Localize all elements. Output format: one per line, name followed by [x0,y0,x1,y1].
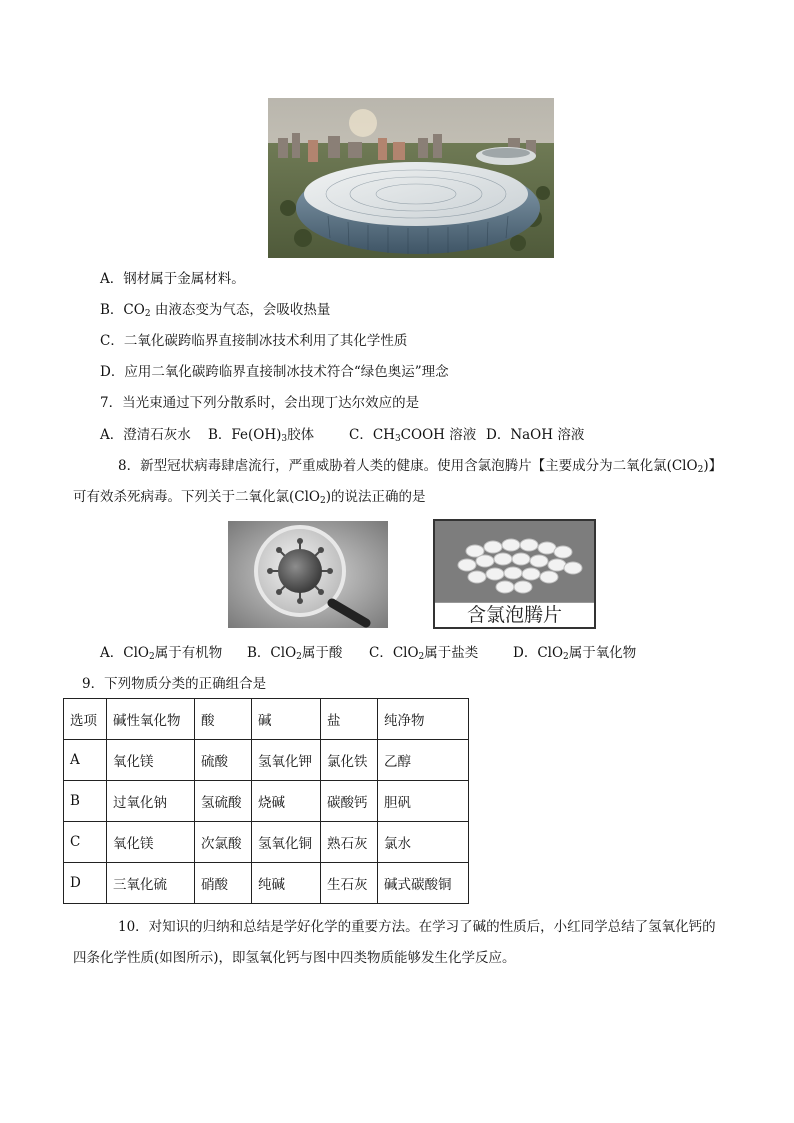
q8-option-d-text: D．ClO [513,645,564,661]
q8-option-c-subscript: 2 [418,652,425,662]
table-cell: 碱式碳酸铜 [378,863,469,904]
table-cell: 过氧化钠 [107,781,195,822]
table-cell: 熟石灰 [321,822,378,863]
header-cell: 碱性氧化物 [107,699,195,740]
table-cell: 氯化铁 [321,740,378,781]
header-cell: 纯净物 [378,699,469,740]
q6-option-b [100,301,330,319]
table-cell: 氢氧化钾 [252,740,321,781]
q8-option-b [247,644,342,662]
header-cell: 选项 [64,699,107,740]
q8-stem-line2-text: 可有效杀死病毒。下列关于二氧化氯(ClO [73,489,320,505]
table-cell: 氧化镁 [107,740,195,781]
q7-option-c [349,426,476,444]
q8-stem-line1-text: 8．新型冠状病毒肆虐流行，严重威胁着人类的健康。使用含氯泡腾片【主要成分为二氧化氯(ClO [118,458,698,474]
q6-option-b-text-end: 由液态变为气态，会吸收热量 [150,302,331,318]
q7-stem: 7．当光束通过下列分散系时，会出现丁达尔效应的是 [100,395,420,411]
q10-stem-line2: 四条化学性质(如图所示)，即氢氧化钙与图中四类物质能够发生化学反应。 [73,950,516,966]
q8-option-d-subscript: 2 [563,652,569,662]
q8-stem-line1-text-end: )】 [703,458,723,474]
q8-stem-line2-text-end: )的说法正确的是 [325,489,426,505]
virus-magnifier-image [228,521,388,628]
table-cell: 乙醇 [378,740,469,781]
q8-option-a-subscript: 2 [148,652,155,662]
table-cell: 氯水 [378,822,469,863]
q6-option-a: A．钢材属于金属材料。 [100,271,245,287]
q8-option-a-text-end: 属于有机物 [154,645,223,661]
table-header-row [64,699,469,740]
q7-option-c-subscript: 3 [394,434,401,444]
effervescent-tablets-image [433,519,596,629]
q8-option-c-text: C．ClO [369,645,419,661]
q8-option-c [369,644,478,662]
table-cell: 氧化镁 [107,822,195,863]
table-row [64,863,469,904]
q8-option-b-subscript: 2 [296,652,302,662]
q7-option-d: D．NaOH 溶液 [486,427,585,443]
table-cell: 硝酸 [195,863,252,904]
header-cell: 碱 [252,699,321,740]
q7-option-b-subscript: 3 [281,434,288,444]
table-row [64,822,469,863]
q8-option-a-text: A．ClO [100,645,149,661]
table-cell: D [64,863,107,904]
q7-option-b [208,426,314,444]
q7-option-a: A．澄清石灰水 [100,427,191,443]
stadium-photo [268,98,554,258]
tablet-caption: 含氯泡腾片 [435,602,594,627]
table-cell: 烧碱 [252,781,321,822]
q8-option-b-text: B．ClO [247,645,297,661]
header-cell: 盐 [321,699,378,740]
table-cell: 胆矾 [378,781,469,822]
table-cell: 三氧化硫 [107,863,195,904]
table-cell: 氢硫酸 [195,781,252,822]
q9-stem: 9．下列物质分类的正确组合是 [82,676,267,692]
q8-stem-line1 [118,457,722,475]
table-cell: C [64,822,107,863]
q6-option-b-subscript: 2 [144,309,151,319]
table-cell: 次氯酸 [195,822,252,863]
q6-option-b-text: B．CO [100,302,145,318]
table-cell: A [64,740,107,781]
q6-option-d: D．应用二氧化碳跨临界直接制冰技术符合“绿色奥运”理念 [100,364,449,380]
q6-option-c: C．二氧化碳跨临界直接制冰技术利用了其化学性质 [100,333,408,349]
table-row [64,781,469,822]
table-cell: 纯碱 [252,863,321,904]
header-cell: 酸 [195,699,252,740]
table-cell: 氢氧化铜 [252,822,321,863]
q8-stem-line1-subscript: 2 [697,465,704,475]
q7-option-c-text-end: COOH 溶液 [400,427,477,443]
q8-option-c-text-end: 属于盐类 [424,645,479,661]
table-cell: 碳酸钙 [321,781,378,822]
table-cell: 生石灰 [321,863,378,904]
q7-option-b-text: B．Fe(OH) [208,427,282,443]
q8-option-a [100,644,222,662]
table-cell: B [64,781,107,822]
classification-table [63,698,469,904]
q8-option-b-text-end: 属于酸 [301,645,343,661]
q8-option-d-text-end: 属于氧化物 [568,645,637,661]
table-cell: 硫酸 [195,740,252,781]
q7-option-b-text-end: 胶体 [287,427,315,443]
q8-stem-line2 [73,488,426,506]
q8-stem-line2-subscript: 2 [319,496,326,506]
q8-option-d [513,644,636,662]
q10-stem-line1: 10．对知识的归纳和总结是学好化学的重要方法。在学习了碱的性质后，小红同学总结了氢氧化钙的 [118,919,716,935]
table-row [64,740,469,781]
q7-option-c-text: C．CH [349,427,395,443]
